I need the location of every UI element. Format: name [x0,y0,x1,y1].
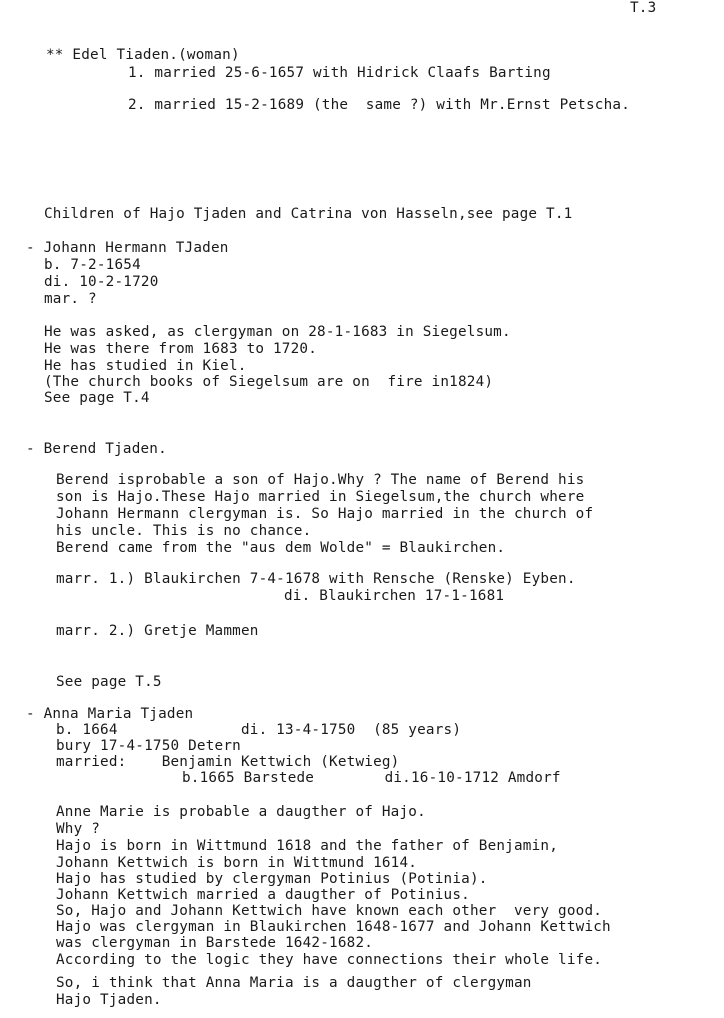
text-line: He was asked, as clergyman on 28-1-1683 in Siegelsum. [44,324,511,340]
text-line: Johann Hermann clergyman is. So Hajo married in the church of [56,506,594,522]
text-line: Hajo is born in Wittmund 1618 and the father of Benjamin, [56,838,559,854]
text-line: Hajo has studied by clergyman Potinius (Potinia). [56,871,488,887]
section-heading-children: Children of Hajo Tjaden and Catrina von Hasseln,see page T.1 [44,206,573,222]
text-line: b.1665 Barstede di.16-10-1712 Amdorf [182,770,561,786]
text-line: his uncle. This is no chance. [56,523,312,539]
text-line: So, Hajo and Johann Kettwich have known each other very good. [56,903,603,919]
text-line: son is Hajo.These Hajo married in Siegelsum,the church where [56,489,585,505]
heading-edel-tiaden: ** Edel Tiaden.(woman) [46,47,240,63]
text-line: Anne Marie is probable a daugther of Hajo. [56,804,426,820]
text-line: 1. married 25-6-1657 with Hidrick Claafs Barting [128,65,551,81]
text-line: Berend came from the "aus dem Wolde" = Blaukirchen. [56,540,506,556]
text-line: b. 1664 di. 13-4-1750 (85 years) [56,722,462,738]
text-line: marr. 2.) Gretje Mammen [56,623,259,639]
text-line: So, i think that Anna Maria is a daugther of clergyman [56,975,532,991]
entry-heading-berend: - Berend Tjaden. [26,441,167,457]
text-line: Why ? [56,821,101,837]
entry-heading-anna-maria: - Anna Maria Tjaden [26,706,194,722]
see-page-reference: See page T.4 [44,390,150,406]
text-line: married: Benjamin Kettwich (Ketwieg) [56,754,400,770]
text-line: di. 10-2-1720 [44,274,159,290]
text-line: was clergyman in Barstede 1642-1682. [56,935,374,951]
text-line: marr. 1.) Blaukirchen 7-4-1678 with Rensche (Renske) Eyben. [56,571,576,587]
text-line: mar. ? [44,291,97,307]
text-line: Johann Kettwich is born in Wittmund 1614. [56,855,418,871]
text-line: Hajo was clergyman in Blaukirchen 1648-1677 and Johann Kettwich [56,919,611,935]
text-line: (The church books of Siegelsum are on fire in1824) [44,374,494,390]
text-line: bury 17-4-1750 Detern [56,738,241,754]
text-line: 2. married 15-2-1689 (the same ?) with Mr.Ernst Petscha. [128,97,631,113]
page-number: T.3 [630,0,657,16]
text-line: Johann Kettwich married a daugther of Potinius. [56,887,470,903]
text-line: According to the logic they have connections their whole life. [56,952,603,968]
text-line: b. 7-2-1654 [44,257,141,273]
text-line: di. Blaukirchen 17-1-1681 [284,588,505,604]
entry-heading-johann-hermann: - Johann Hermann TJaden [26,240,229,256]
text-line: Hajo Tjaden. [56,992,162,1008]
text-line: He has studied in Kiel. [44,358,247,374]
text-line: Berend isprobable a son of Hajo.Why ? The name of Berend his [56,472,585,488]
see-page-reference: See page T.5 [56,674,162,690]
text-line: He was there from 1683 to 1720. [44,341,318,357]
